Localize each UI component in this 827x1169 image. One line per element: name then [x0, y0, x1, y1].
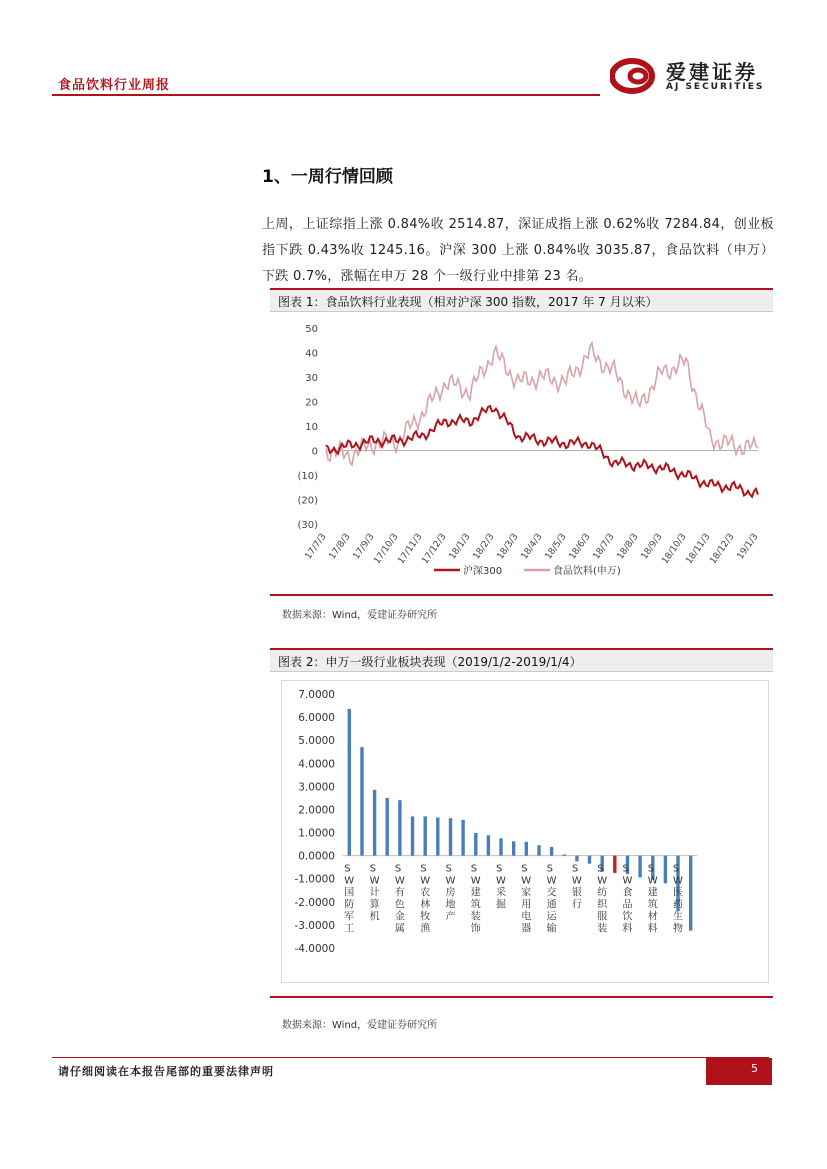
category-label: S W 采掘 — [496, 863, 506, 911]
figure2-caption: 图表 2：申万一级行业板块表现（2019/1/2-2019/1/4） — [270, 648, 773, 672]
logo-chinese: 爱建证券 — [666, 60, 758, 84]
bar — [373, 790, 376, 856]
bar — [638, 856, 641, 878]
category-label: S W 建筑材料 — [647, 863, 658, 935]
x-tick-label: 17/10/3 — [372, 531, 401, 567]
y-tick-label: 30 — [305, 373, 318, 384]
y-tick-label: 50 — [305, 324, 318, 335]
bar — [449, 818, 452, 855]
y-tick-label: 4.0000 — [298, 758, 335, 771]
category-label: S W 医药生物 — [673, 863, 683, 935]
logo-mark-icon — [610, 58, 660, 94]
y-tick-label: (30) — [297, 520, 318, 531]
figure2-source: 数据来源：Wind，爱建证券研究所 — [282, 1020, 438, 1031]
series-food-beverage-line — [326, 343, 758, 465]
bar — [424, 816, 427, 855]
category-label: S W 国防军工 — [344, 863, 355, 935]
y-tick-label: (20) — [297, 495, 318, 507]
bar — [348, 709, 351, 856]
bar — [537, 845, 540, 855]
category-label: S W 有色金属 — [394, 863, 405, 935]
bar — [588, 856, 591, 864]
x-tick-label: 18/5/3 — [543, 531, 569, 562]
x-tick-label: 18/11/3 — [684, 531, 713, 567]
bar — [398, 800, 401, 855]
bar — [499, 838, 502, 855]
legend-label-food: 食品饮料(申万) — [553, 566, 621, 577]
x-tick-label: 18/10/3 — [660, 531, 689, 567]
x-tick-label: 17/12/3 — [420, 531, 449, 567]
y-tick-label: 0.0000 — [298, 850, 335, 863]
x-tick-label: 18/12/3 — [708, 531, 737, 567]
x-tick-label: 18/7/3 — [591, 531, 617, 562]
category-label: S W 交通运输 — [546, 863, 557, 935]
y-tick-label: 3.0000 — [298, 781, 335, 794]
x-tick-label: 18/4/3 — [519, 531, 545, 562]
figure1-source: 数据来源：Wind，爱建证券研究所 — [282, 610, 438, 621]
category-label: S W 银行 — [571, 863, 582, 911]
y-tick-label: 20 — [305, 397, 318, 409]
category-label: S W 家用电器 — [521, 863, 532, 935]
category-label: S W 农林牧渔 — [420, 863, 431, 935]
bar — [474, 833, 477, 856]
bar — [575, 856, 578, 862]
y-tick-label: -4.0000 — [294, 943, 335, 955]
category-label: S W 食品饮料 — [622, 863, 633, 935]
y-tick-label: 6.0000 — [298, 712, 335, 725]
x-tick-label: 17/7/3 — [303, 531, 329, 562]
y-tick-label: 0 — [311, 446, 318, 458]
x-tick-label: 19/1/3 — [735, 531, 761, 562]
bar — [525, 842, 528, 856]
bar — [411, 816, 414, 855]
x-tick-label: 18/6/3 — [567, 531, 593, 562]
series-hs300-line — [326, 406, 758, 497]
x-tick-label: 17/11/3 — [396, 531, 425, 567]
bar — [461, 820, 464, 856]
footer-rule — [52, 1057, 769, 1058]
bar — [664, 856, 667, 884]
x-tick-label: 18/8/3 — [615, 531, 641, 562]
figure1-caption: 图表 1：食品饮料行业表现（相对沪深 300 指数，2017 年 7 月以来） — [270, 288, 773, 312]
bar — [436, 818, 439, 856]
x-tick-label: 18/3/3 — [495, 531, 521, 562]
bar — [386, 798, 389, 856]
x-tick-label: 17/8/3 — [327, 531, 353, 562]
figure1-line-chart — [292, 318, 772, 588]
y-tick-label: 5.0000 — [298, 735, 335, 748]
x-tick-label: 18/2/3 — [471, 531, 497, 562]
section-title: 1、一周行情回顾 — [262, 167, 393, 187]
market-review-paragraph: 上周，上证综指上涨 0.84%收 2514.87，深证成指上涨 0.62%收 7284.84，创业板指下跌 0.43%收 1245.16。沪深 300 上涨 0.84%收 3035.87，食品饮料（申万）下跌 0.7%，涨幅在申万 28 个一级行业中排第 23 名。 — [262, 217, 774, 284]
category-label: S W 建筑装饰 — [470, 863, 481, 935]
category-label: S W 计算机 — [369, 863, 380, 923]
y-tick-label: 2.0000 — [298, 804, 335, 817]
y-tick-label: -3.0000 — [294, 919, 335, 932]
y-tick-label: (10) — [297, 471, 318, 482]
y-tick-label: 10 — [305, 422, 318, 433]
category-label: S W 纺织服装 — [597, 863, 608, 935]
bar — [550, 847, 553, 856]
page-number: 5 — [706, 1058, 772, 1085]
bar — [613, 856, 616, 873]
legal-disclaimer-notice: 请仔细阅读在本报告尾部的重要法律声明 — [58, 1065, 274, 1078]
y-tick-label: 7.0000 — [298, 689, 335, 701]
company-logo — [610, 56, 780, 96]
y-tick-label: -2.0000 — [294, 896, 335, 909]
x-tick-label: 18/1/3 — [447, 531, 473, 562]
y-tick-label: -1.0000 — [294, 873, 335, 886]
logo-english: AJ SECURITIES — [666, 82, 765, 92]
x-tick-label: 18/9/3 — [639, 531, 665, 562]
bar — [487, 835, 490, 855]
x-tick-label: 17/9/3 — [351, 531, 377, 562]
bar — [563, 855, 566, 856]
bar — [360, 747, 363, 856]
y-tick-label: 1.0000 — [298, 827, 335, 840]
y-tick-label: 40 — [305, 348, 318, 360]
header-rule — [52, 94, 600, 96]
legend-label-hs300: 沪深300 — [463, 566, 503, 577]
figure2-bar-chart — [281, 680, 767, 981]
bar — [512, 841, 515, 855]
bar — [689, 856, 692, 931]
category-label: S W 房地产 — [445, 863, 456, 923]
report-title: 食品饮料行业周报 — [58, 78, 171, 93]
